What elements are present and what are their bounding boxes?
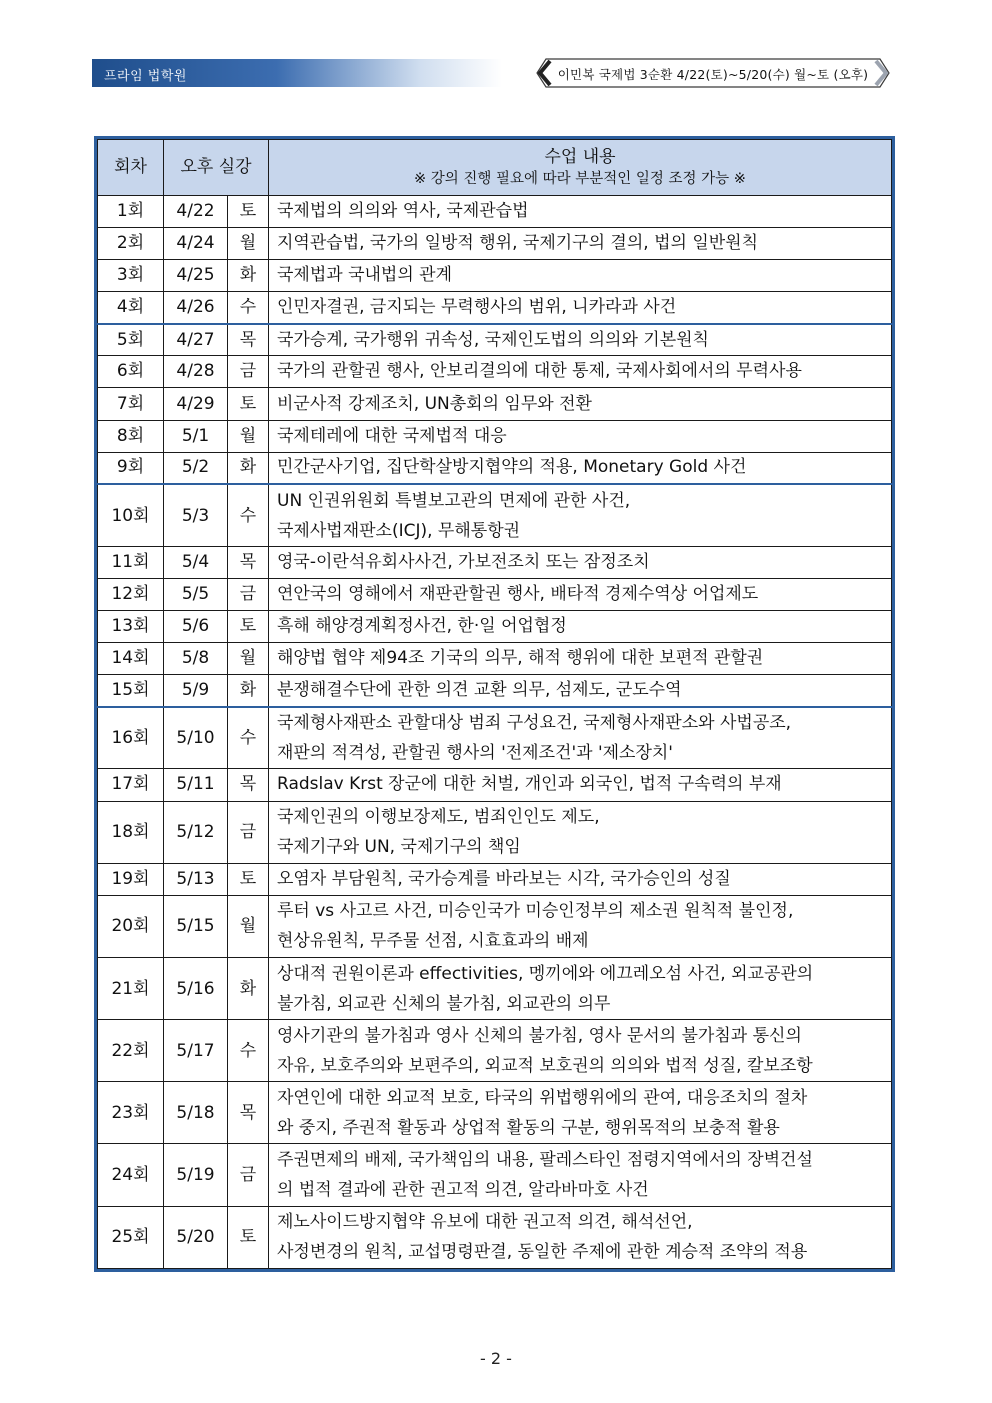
- session-content: [269, 484, 892, 546]
- session-weekday: 월: [228, 420, 269, 452]
- session-content: [269, 324, 892, 356]
- session-date: 5/3: [164, 484, 228, 546]
- table-row: [98, 324, 892, 356]
- session-number: 4회: [98, 292, 164, 324]
- session-date: 4/27: [164, 324, 228, 356]
- session-content: [269, 957, 892, 1019]
- session-content: [269, 196, 892, 228]
- session-number: 18회: [98, 801, 164, 863]
- session-weekday: 토: [228, 1206, 269, 1268]
- content-line: 재판의 적격성, 관할권 행사의 '전제조건'과 '제소장치': [277, 743, 673, 764]
- table-row: [98, 895, 892, 957]
- course-title: 이민복 국제법 3순환 4/22(토)~5/20(수) 월~토 (오후): [557, 67, 869, 82]
- session-number: 15회: [98, 675, 164, 707]
- page-number: - 2 -: [480, 1349, 512, 1368]
- session-date: 5/5: [164, 578, 228, 610]
- content-line: 국제기구와 UN, 국제기구의 책임: [277, 837, 521, 858]
- table-row: [98, 228, 892, 260]
- session-weekday: 금: [228, 1144, 269, 1206]
- content-line: 지역관습법, 국가의 일방적 행위, 국제기구의 결의, 법의 일반원칙: [277, 233, 759, 254]
- session-weekday: 화: [228, 452, 269, 484]
- table-row: [98, 292, 892, 324]
- header-content-main: 수업 내용: [544, 146, 616, 167]
- table-row: [98, 611, 892, 643]
- session-content: [269, 356, 892, 388]
- session-date: 4/28: [164, 356, 228, 388]
- session-weekday: 화: [228, 957, 269, 1019]
- session-content: [269, 643, 892, 675]
- table-header-row: [98, 140, 892, 196]
- session-weekday: 수: [228, 484, 269, 546]
- session-number: 13회: [98, 611, 164, 643]
- session-content: [269, 292, 892, 324]
- content-line: 국제사법재판소(ICJ), 무해통항권: [277, 520, 521, 541]
- session-number: 20회: [98, 895, 164, 957]
- session-weekday: 목: [228, 546, 269, 578]
- session-content: [269, 546, 892, 578]
- table-row: [98, 801, 892, 863]
- session-weekday: 금: [228, 356, 269, 388]
- session-date: 5/16: [164, 957, 228, 1019]
- table-row: [98, 420, 892, 452]
- session-number: 6회: [98, 356, 164, 388]
- table-row: [98, 196, 892, 228]
- session-weekday: 월: [228, 895, 269, 957]
- session-weekday: 수: [228, 707, 269, 769]
- content-line: 상대적 권원이론과 effectivities, 멩끼에와 에끄레오섬 사건, 외교공관의: [277, 963, 814, 984]
- session-date: 5/18: [164, 1082, 228, 1144]
- session-date: 5/19: [164, 1144, 228, 1206]
- session-date: 5/9: [164, 675, 228, 707]
- table-row: [98, 643, 892, 675]
- content-line: UN 인권위원회 특별보고관의 면제에 관한 사건,: [277, 490, 631, 511]
- content-line: 영사기관의 불가침과 영사 신체의 불가침, 영사 문서의 불가침과 통신의: [277, 1025, 802, 1046]
- table-row: [98, 356, 892, 388]
- session-number: 5회: [98, 324, 164, 356]
- session-weekday: 토: [228, 863, 269, 895]
- session-date: 4/24: [164, 228, 228, 260]
- session-number: 25회: [98, 1206, 164, 1268]
- header-right-banner: [536, 58, 890, 88]
- session-date: 5/1: [164, 420, 228, 452]
- session-number: 9회: [98, 452, 164, 484]
- session-content: [269, 228, 892, 260]
- session-content: [269, 863, 892, 895]
- session-content: [269, 260, 892, 292]
- session-weekday: 화: [228, 260, 269, 292]
- session-weekday: 목: [228, 324, 269, 356]
- content-line: 국제형사재판소 관할대상 범죄 구성요건, 국제형사재판소와 사법공조,: [277, 713, 792, 734]
- table-row: [98, 675, 892, 707]
- content-line: Radslav Krst 장군에 대한 처벌, 개인과 외국인, 법적 구속력의 부재: [277, 774, 782, 795]
- table-row: [98, 1082, 892, 1144]
- session-number: 24회: [98, 1144, 164, 1206]
- session-weekday: 목: [228, 769, 269, 801]
- session-number: 1회: [98, 196, 164, 228]
- session-weekday: 월: [228, 228, 269, 260]
- session-date: 5/4: [164, 546, 228, 578]
- content-line: 해양법 협약 제94조 기국의 의무, 해적 행위에 대한 보편적 관할권: [277, 648, 764, 669]
- session-date: 5/12: [164, 801, 228, 863]
- content-line: 국제법의 의의와 역사, 국제관습법: [277, 201, 529, 222]
- session-number: 23회: [98, 1082, 164, 1144]
- content-line: 국제테레에 대한 국제법적 대응: [277, 425, 507, 446]
- table-row: [98, 1206, 892, 1268]
- session-weekday: 월: [228, 643, 269, 675]
- content-line: 사정변경의 원칙, 교섭명령판결, 동일한 주제에 관한 계승적 조약의 적용: [277, 1242, 808, 1263]
- content-line: 비군사적 강제조치, UN총회의 임무와 전환: [277, 393, 592, 414]
- content-line: 자유, 보호주의와 보편주의, 외교적 보호권의 의의와 법적 성질, 칼보조항: [277, 1055, 813, 1076]
- session-number: 8회: [98, 420, 164, 452]
- header-left-banner: [92, 59, 502, 87]
- session-date: 5/6: [164, 611, 228, 643]
- session-number: 11회: [98, 546, 164, 578]
- content-line: 제노사이드방지협약 유보에 대한 권고적 의견, 해석선언,: [277, 1212, 693, 1233]
- session-number: 7회: [98, 388, 164, 420]
- content-line: 현상유원칙, 무주물 선점, 시효효과의 배제: [277, 931, 589, 952]
- session-number: 14회: [98, 643, 164, 675]
- session-number: 12회: [98, 578, 164, 610]
- session-content: [269, 1144, 892, 1206]
- table-row: [98, 1020, 892, 1082]
- content-line: 인민자결권, 금지되는 무력행사의 범위, 니카라과 사건: [277, 297, 677, 318]
- session-date: 5/13: [164, 863, 228, 895]
- session-weekday: 금: [228, 801, 269, 863]
- table-row: [98, 484, 892, 546]
- session-date: 5/2: [164, 452, 228, 484]
- session-content: [269, 895, 892, 957]
- session-number: 22회: [98, 1020, 164, 1082]
- session-weekday: 수: [228, 1020, 269, 1082]
- session-weekday: 토: [228, 611, 269, 643]
- session-content: [269, 578, 892, 610]
- session-content: [269, 420, 892, 452]
- table-row: [98, 1144, 892, 1206]
- session-weekday: 화: [228, 675, 269, 707]
- session-date: 4/22: [164, 196, 228, 228]
- session-number: 21회: [98, 957, 164, 1019]
- session-content: [269, 801, 892, 863]
- session-weekday: 토: [228, 388, 269, 420]
- session-weekday: 토: [228, 196, 269, 228]
- session-weekday: 수: [228, 292, 269, 324]
- table-row: [98, 707, 892, 769]
- content-line: 자연인에 대한 외교적 보호, 타국의 위법행위에의 관여, 대응조치의 절차: [277, 1087, 808, 1108]
- table-row: [98, 863, 892, 895]
- table-row: [98, 957, 892, 1019]
- session-date: 5/15: [164, 895, 228, 957]
- session-number: 2회: [98, 228, 164, 260]
- session-date: 5/10: [164, 707, 228, 769]
- session-date: 5/20: [164, 1206, 228, 1268]
- session-number: 16회: [98, 707, 164, 769]
- session-content: [269, 675, 892, 707]
- session-weekday: 목: [228, 1082, 269, 1144]
- content-line: 흑해 해양경계획정사건, 한·일 어업협정: [277, 616, 567, 637]
- content-line: 주권면제의 배제, 국가책임의 내용, 팔레스타인 점령지역에서의 장벽건설: [277, 1150, 813, 1171]
- header-session: 회차: [98, 140, 164, 196]
- content-line: 루터 vs 사고르 사건, 미승인국가 미승인정부의 제소권 원칙적 불인정,: [277, 901, 794, 922]
- session-date: 5/8: [164, 643, 228, 675]
- content-line: 오염자 부담원칙, 국가승계를 바라보는 시각, 국가승인의 성질: [277, 868, 731, 889]
- header-content-note: ※ 강의 진행 필요에 따라 부분적인 일정 조정 가능 ※: [414, 170, 746, 187]
- session-number: 17회: [98, 769, 164, 801]
- content-line: 분쟁해결수단에 관한 의견 교환 의무, 섬제도, 군도수역: [277, 679, 682, 700]
- session-number: 3회: [98, 260, 164, 292]
- session-content: [269, 1206, 892, 1268]
- content-line: 연안국의 영해에서 재판관할권 행사, 배타적 경제수역상 어업제도: [277, 583, 759, 604]
- content-line: 영국-이란석유회사사건, 가보전조치 또는 잠정조치: [277, 551, 650, 572]
- content-line: 와 중지, 주권적 활동과 상업적 활동의 구분, 행위목적의 보충적 활용: [277, 1117, 780, 1138]
- academy-name: 프라임 법학원: [104, 69, 187, 84]
- session-date: 5/17: [164, 1020, 228, 1082]
- session-date: 4/25: [164, 260, 228, 292]
- content-line: 국가의 관할권 행사, 안보리결의에 대한 통제, 국제사회에서의 무력사용: [277, 361, 802, 382]
- session-content: [269, 1020, 892, 1082]
- session-content: [269, 611, 892, 643]
- table-row: [98, 260, 892, 292]
- session-date: 4/26: [164, 292, 228, 324]
- session-content: [269, 769, 892, 801]
- content-line: 국제법과 국내법의 관계: [277, 265, 453, 286]
- content-line: 국가승계, 국가행위 귀속성, 국제인도법의 의의와 기본원칙: [277, 329, 709, 350]
- content-line: 의 법적 결과에 관한 권고적 의견, 알라바마호 사건: [277, 1180, 649, 1201]
- session-number: 19회: [98, 863, 164, 895]
- session-number: 10회: [98, 484, 164, 546]
- session-weekday: 금: [228, 578, 269, 610]
- content-line: 민간군사기업, 집단학살방지협약의 적용, Monetary Gold 사건: [277, 457, 747, 478]
- table-row: [98, 578, 892, 610]
- session-date: 5/11: [164, 769, 228, 801]
- schedule-table: [94, 136, 895, 1272]
- table-row: [98, 388, 892, 420]
- session-date: 4/29: [164, 388, 228, 420]
- table-row: [98, 546, 892, 578]
- content-line: 불가침, 외교관 신체의 불가침, 외교관의 의무: [277, 993, 611, 1014]
- content-line: 국제인권의 이행보장제도, 범죄인인도 제도,: [277, 807, 600, 828]
- session-content: [269, 452, 892, 484]
- session-content: [269, 1082, 892, 1144]
- header-content: [269, 140, 892, 196]
- header-lecture: 오후 실강: [164, 140, 269, 196]
- table-row: [98, 769, 892, 801]
- table-row: [98, 452, 892, 484]
- session-content: [269, 707, 892, 769]
- session-content: [269, 388, 892, 420]
